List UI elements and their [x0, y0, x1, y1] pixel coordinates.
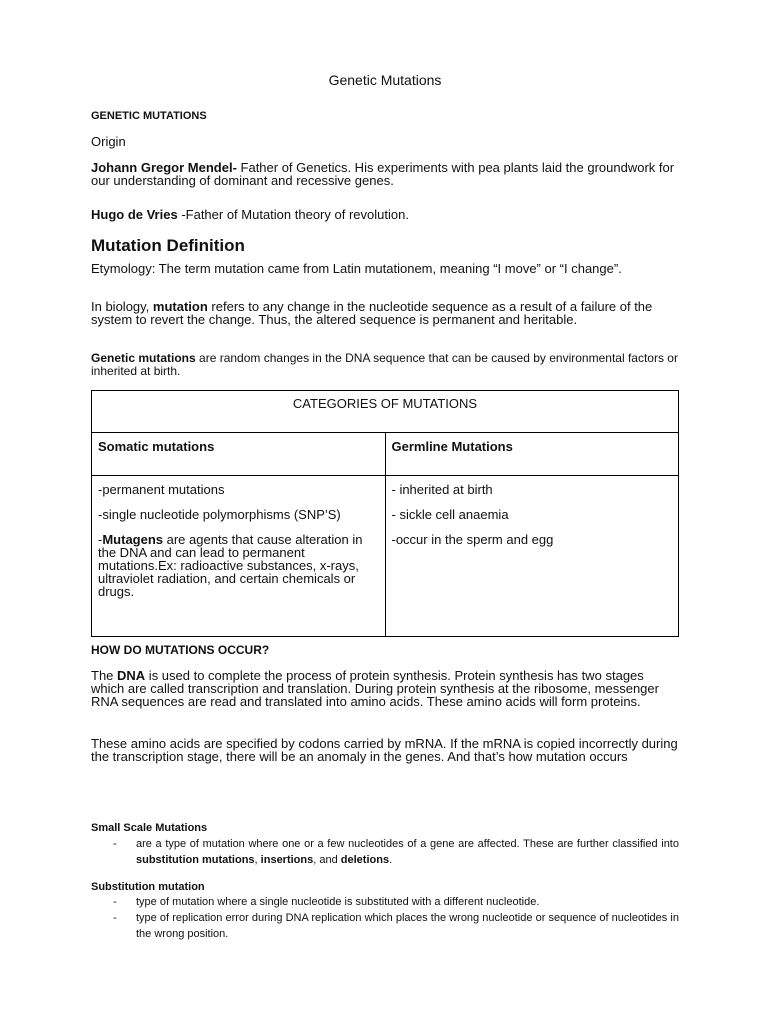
document-title: Genetic Mutations — [328, 72, 442, 88]
sep-2: , and — [313, 854, 341, 866]
table-caption: CATEGORIES OF MUTATIONS — [92, 391, 679, 433]
substitution-item-1 — [91, 894, 679, 910]
small-scale-item — [91, 836, 679, 868]
somatic-header: Somatic mutations — [92, 433, 386, 476]
section-heading-genetic-mutations: GENETIC MUTATIONS — [91, 110, 207, 122]
dash-bullet: - — [113, 912, 117, 924]
substitution-item-2 — [91, 910, 679, 942]
etymology-paragraph: Etymology: The term mutation came from Latin mutationem, meaning “I move” or “I change”. — [91, 261, 622, 276]
substitution-list — [91, 894, 679, 942]
somatic-item-3-pre: - — [98, 532, 103, 547]
somatic-item-3-bold: Mutagens — [102, 532, 164, 547]
how-paragraph-2: These amino acids are specified by codons carried by mRNA. If the mRNA is copied incorrectly during the transcription stage, there will be an anomaly in the genes. And that’s how mutation occurs — [91, 736, 678, 764]
genetic-mutations-paragraph — [91, 352, 679, 378]
substitution-item-2-text: type of replication error during DNA replication which places the wrong nucleotide or sequence of nucleotides in the wrong position. — [136, 912, 679, 940]
insertions-bold: insertions — [260, 854, 314, 866]
germline-item-3: -occur in the sperm and egg — [391, 532, 554, 547]
somatic-item-3-post: are agents that cause alteration in the DNA and can lead to permanent mutations.Ex: radioactive substances, x-rays, ultraviolet radiation, and certain chemicals or drugs. — [98, 532, 363, 599]
dash-bullet: - — [113, 896, 117, 908]
devries-text: -Father of Mutation theory of revolution. — [177, 207, 409, 222]
genetic-bold: Genetic mutations — [91, 351, 196, 365]
how-p1-post: is used to complete the process of protein synthesis. Protein synthesis has two stages which are called transcription and translation. During protein synthesis at the ribosome, messenger RNA sequences are read and translated into amino acids. These amino acids will form proteins. — [91, 668, 659, 709]
how-p1-bold: DNA — [117, 668, 146, 683]
somatic-item-3 — [98, 533, 379, 598]
germline-cell — [385, 476, 679, 637]
substitution-item-1-text: type of mutation where a single nucleotide is substituted with a different nucleotide. — [136, 896, 540, 908]
how-paragraph-1 — [91, 669, 679, 708]
biology-post: refers to any change in the nucleotide sequence as a result of a failure of the system to revert the change. Thus, the altered sequence is permanent and heritable. — [91, 299, 653, 327]
devries-name: Hugo de Vries — [91, 207, 178, 222]
small-scale-heading: Small Scale Mutations — [91, 822, 208, 834]
somatic-item-1: -permanent mutations — [98, 482, 225, 497]
dash-bullet: - — [113, 838, 117, 850]
somatic-cell — [92, 476, 386, 637]
substitution-bold: substitution mutations — [136, 854, 255, 866]
end-period: . — [389, 854, 393, 866]
somatic-item-2: -single nucleotide polymorphisms (SNP’S) — [98, 507, 341, 522]
small-scale-list — [91, 836, 679, 868]
how-p1-pre: The — [91, 668, 118, 683]
substitution-heading: Substitution mutation — [91, 881, 205, 893]
devries-paragraph — [91, 208, 679, 221]
germline-header: Germline Mutations — [385, 433, 679, 476]
small-scale-pre: are a type of mutation where one or a few nucleotides of a gene are affected. These are further classified into — [136, 838, 679, 850]
sep-1: , — [254, 854, 261, 866]
mendel-name: Johann Gregor Mendel- — [91, 160, 237, 175]
definition-heading: Mutation Definition — [91, 236, 245, 255]
biology-pre: In biology, — [91, 299, 153, 314]
germline-item-1: - inherited at birth — [391, 482, 493, 497]
mendel-paragraph — [91, 161, 679, 187]
genetic-post: are random changes in the DNA sequence that can be caused by environmental factors or inherited at birth. — [91, 351, 678, 378]
how-heading: HOW DO MUTATIONS OCCUR? — [91, 643, 270, 657]
germline-item-2: - sickle cell anaemia — [391, 507, 509, 522]
origin-label: Origin — [91, 134, 126, 149]
deletions-bold: deletions — [340, 854, 390, 866]
biology-paragraph — [91, 300, 679, 326]
biology-bold: mutation — [152, 299, 208, 314]
categories-table — [91, 390, 679, 637]
mendel-text: Father of Genetics. His experiments with pea plants laid the groundwork for our understanding of dominant and recessive genes. — [91, 160, 675, 188]
